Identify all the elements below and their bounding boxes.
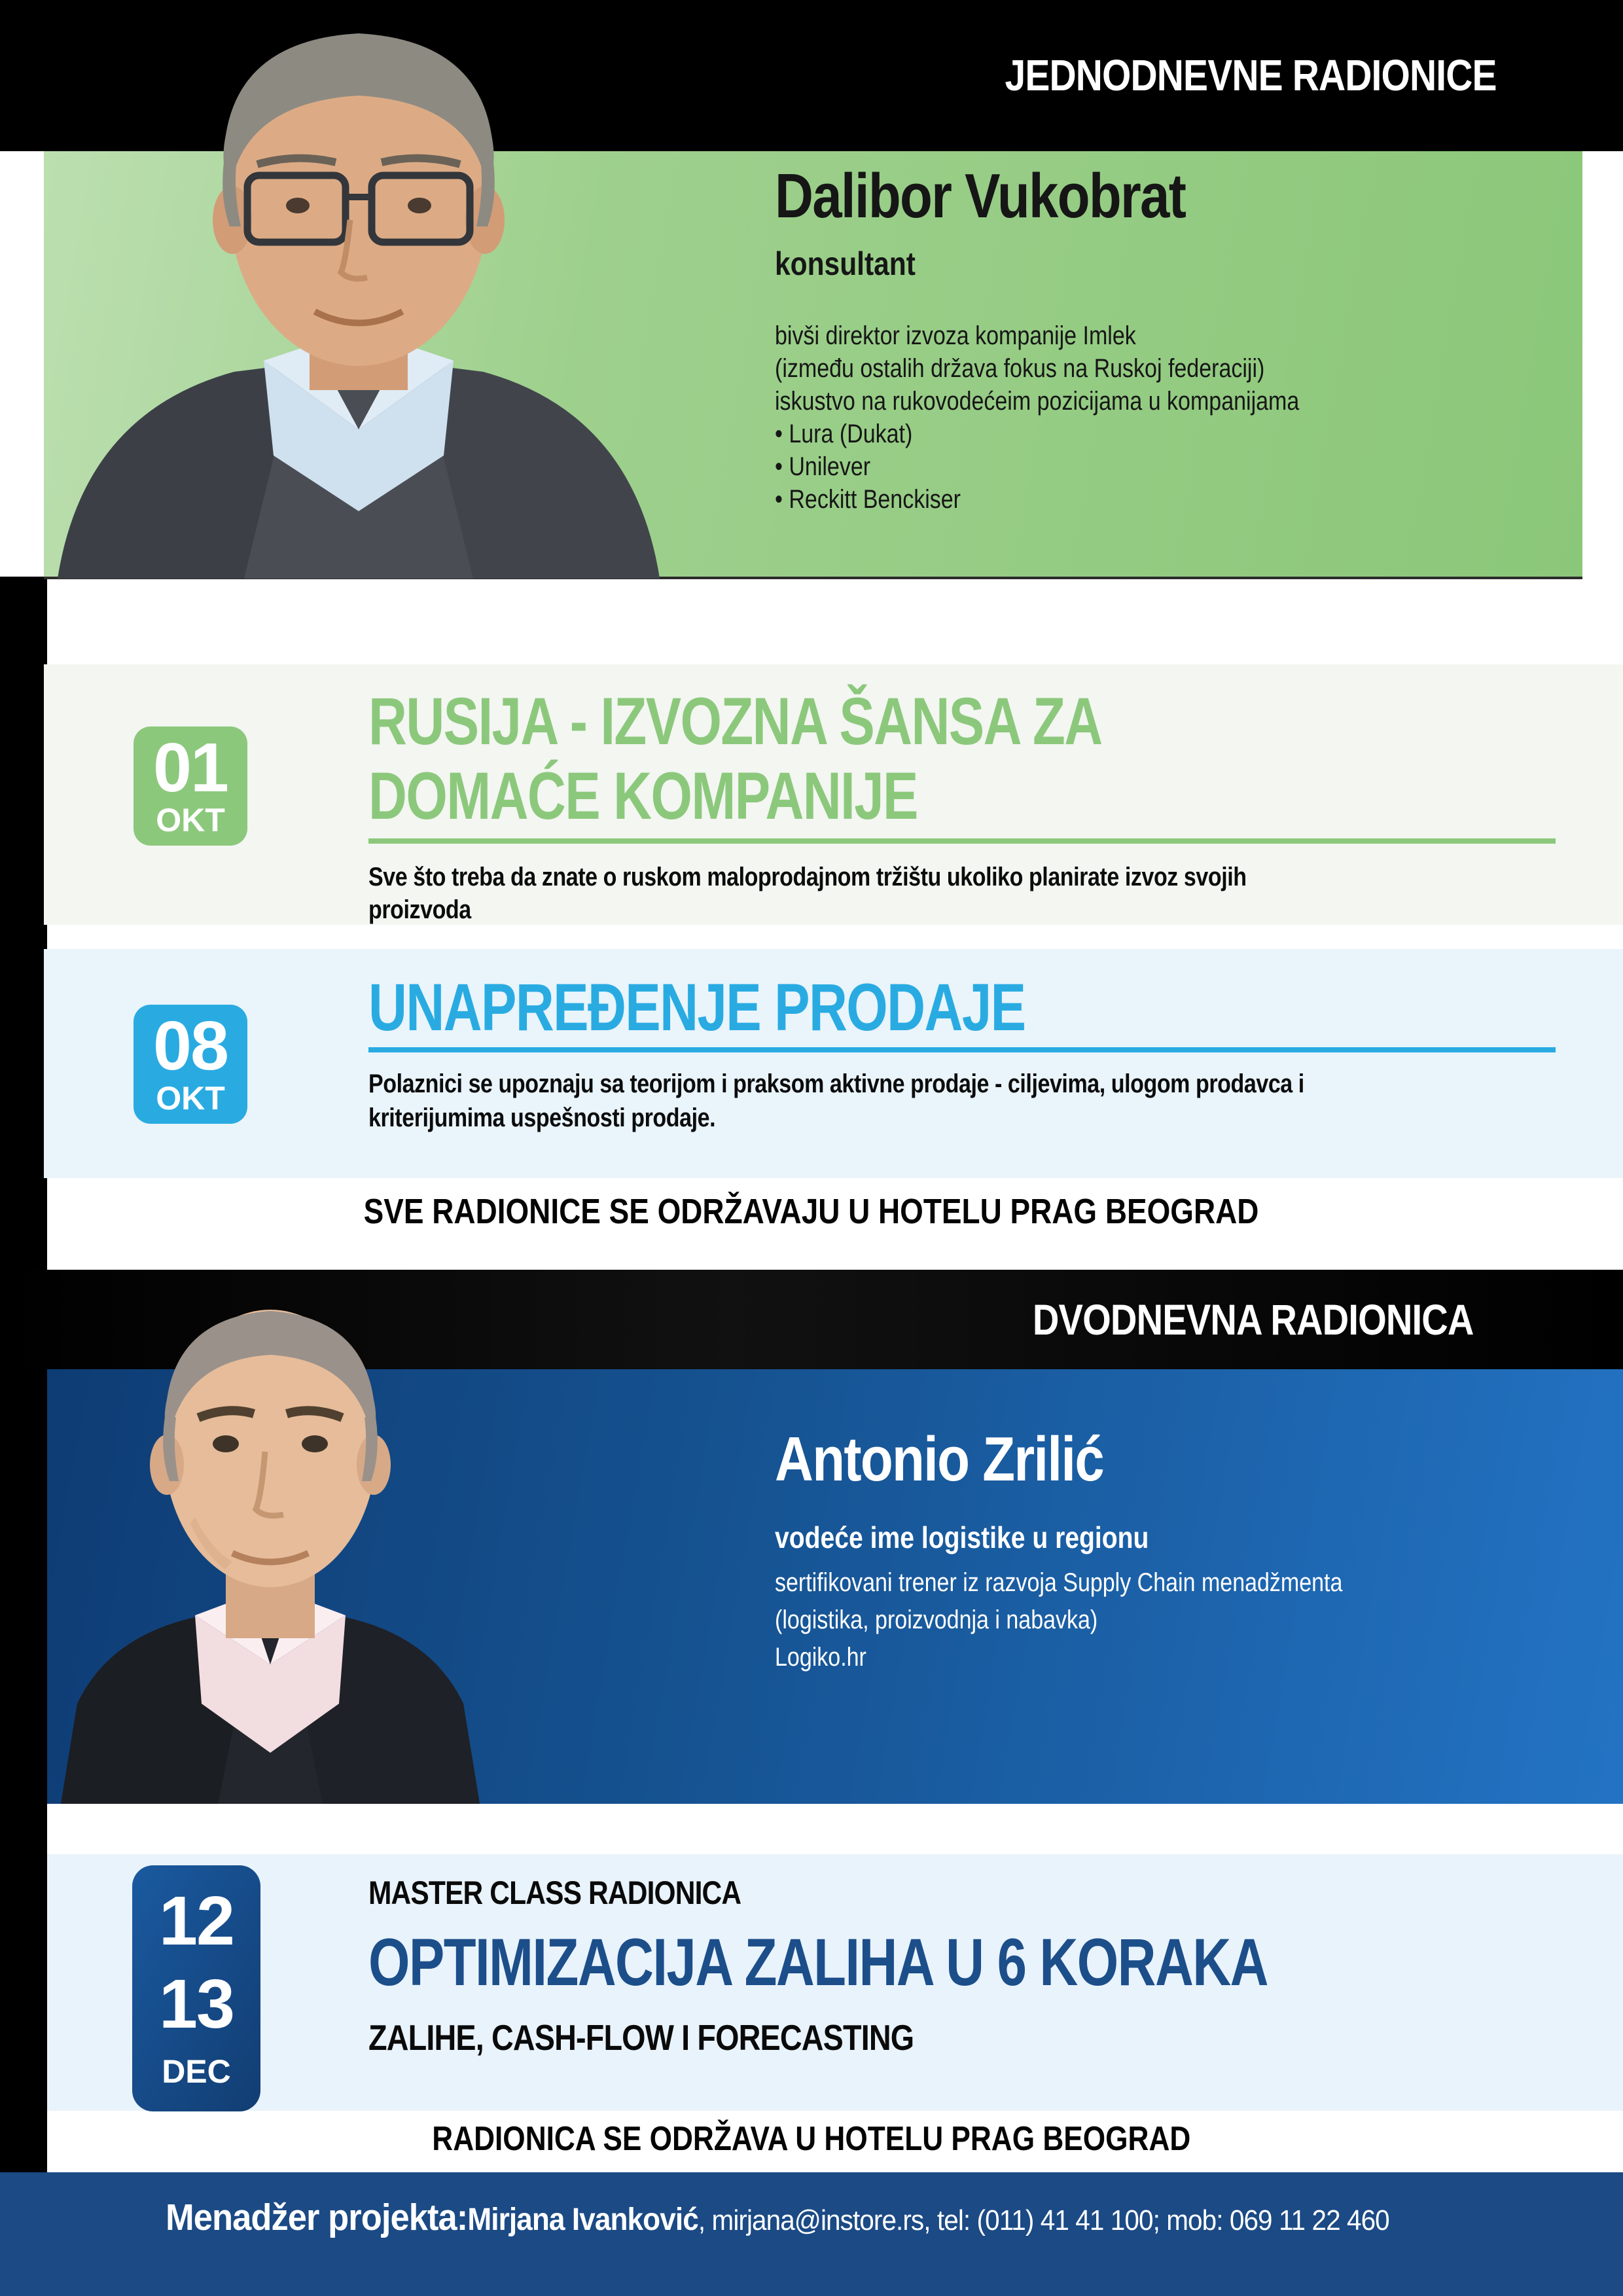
top-banner-text: JEDNODNEVNE RADIONICE — [1005, 51, 1497, 100]
workshop3-kicker: MASTER CLASS RADIONICA — [368, 1874, 741, 1911]
dalibor-portrait-image — [48, 4, 669, 579]
workshop1-month: OKT — [156, 802, 225, 838]
speaker2-photo — [61, 1242, 480, 1804]
speaker2-bio-line: (logistika, proizvodnja i nabavka) — [775, 1605, 1098, 1634]
footer-label: Menadžer projekta: — [166, 2197, 468, 2238]
workshop3-day2: 13 — [159, 1965, 234, 2043]
footer-bar — [0, 2172, 1623, 2296]
speaker2-bio-line: sertifikovani trener iz razvoja Supply Chain menadžmenta — [775, 1568, 1343, 1597]
workshop2-panel — [44, 949, 1623, 1178]
workshop3-subtitle: ZALIHE, CASH-FLOW I FORECASTING — [368, 2017, 914, 2058]
speaker2-role: vodeće ime logistike u regionu — [775, 1520, 1149, 1554]
speaker1-role: konsultant — [775, 245, 916, 282]
speaker2-info — [775, 1424, 1443, 1676]
workshop1-description: Sve što treba da znate o ruskom maloprodajnom tržištu ukoliko planirate izvoz svojih proizvoda — [368, 863, 1247, 924]
workshop2-date-badge — [134, 1005, 247, 1124]
workshop1-day: 01 — [153, 729, 228, 806]
workshop1-title: RUSIJA - IZVOZNA ŠANSA ZA DOMAĆE KOMPANIJE — [368, 684, 1102, 833]
all-workshops-location-note: SVE RADIONICE SE ODRŽAVAJU U HOTELU PRAG BEOGRAD — [364, 1192, 1259, 1231]
speaker1-bio-line: • Lura (Dukat) — [775, 420, 913, 448]
left-black-column — [0, 577, 47, 2172]
footer-manager-name: Mirjana Ivanković — [467, 2202, 698, 2237]
workshop2-title: UNAPREĐENJE PRODAJE — [368, 970, 1026, 1045]
speaker1-bio-line: • Reckitt Benckiser — [775, 485, 961, 514]
speaker2-name: Antonio Zrilić — [775, 1424, 1104, 1494]
speaker1-bio-line: (između ostalih država fokus na Ruskoj federaciji) — [775, 354, 1265, 383]
workshop1-underline — [368, 838, 1556, 844]
speaker1-bio-line: • Unilever — [775, 452, 871, 481]
speaker1-bio-line: iskustvo na rukovodećeim pozicijama u kompanijama — [775, 387, 1300, 416]
workshop3-month: DEC — [162, 2053, 231, 2090]
top-banner-title — [918, 0, 1497, 151]
workshop3-day1: 12 — [159, 1882, 234, 1960]
workshop2-underline — [368, 1047, 1556, 1052]
speaker1-bio-line: bivši direktor izvoza kompanije Imlek — [775, 321, 1136, 350]
footer-contact-info: , mirjana@instore.rs, tel: (011) 41 41 100; mob: 069 11 22 460 — [698, 2204, 1389, 2236]
workshop3-title: OPTIMIZACIJA ZALIHA U 6 KORAKA — [368, 1925, 1268, 2000]
workshop1-date-badge — [134, 726, 247, 846]
speaker2-bio — [775, 1564, 1443, 1676]
antonio-portrait-image — [61, 1242, 480, 1804]
speaker2-bio-line: Logiko.hr — [775, 1643, 866, 1672]
workshop1-panel — [44, 664, 1623, 925]
workshop2-day: 08 — [153, 1007, 228, 1085]
speaker1-name: Dalibor Vukobrat — [775, 161, 1186, 231]
workshop2-month: OKT — [156, 1080, 225, 1117]
workshop3-panel — [47, 1854, 1623, 2111]
footer-text — [166, 2196, 1389, 2239]
mid-banner-title — [955, 1270, 1474, 1369]
workshop2-description: Polaznici se upoznaju sa teorijom i praksom aktivne prodaje - ciljevima, ulogom prodavca i kriterijumima uspešnosti prodaje. — [368, 1069, 1304, 1132]
speaker1-bio — [775, 319, 1392, 516]
workshop3-date-badge — [132, 1865, 260, 2111]
workshop3-location-note: RADIONICA SE ODRŽAVA U HOTELU PRAG BEOGRAD — [432, 2120, 1191, 2158]
mid-banner-text: DVODNEVNA RADIONICA — [1033, 1295, 1474, 1344]
speaker1-photo — [48, 4, 669, 579]
speaker1-info — [775, 161, 1392, 516]
